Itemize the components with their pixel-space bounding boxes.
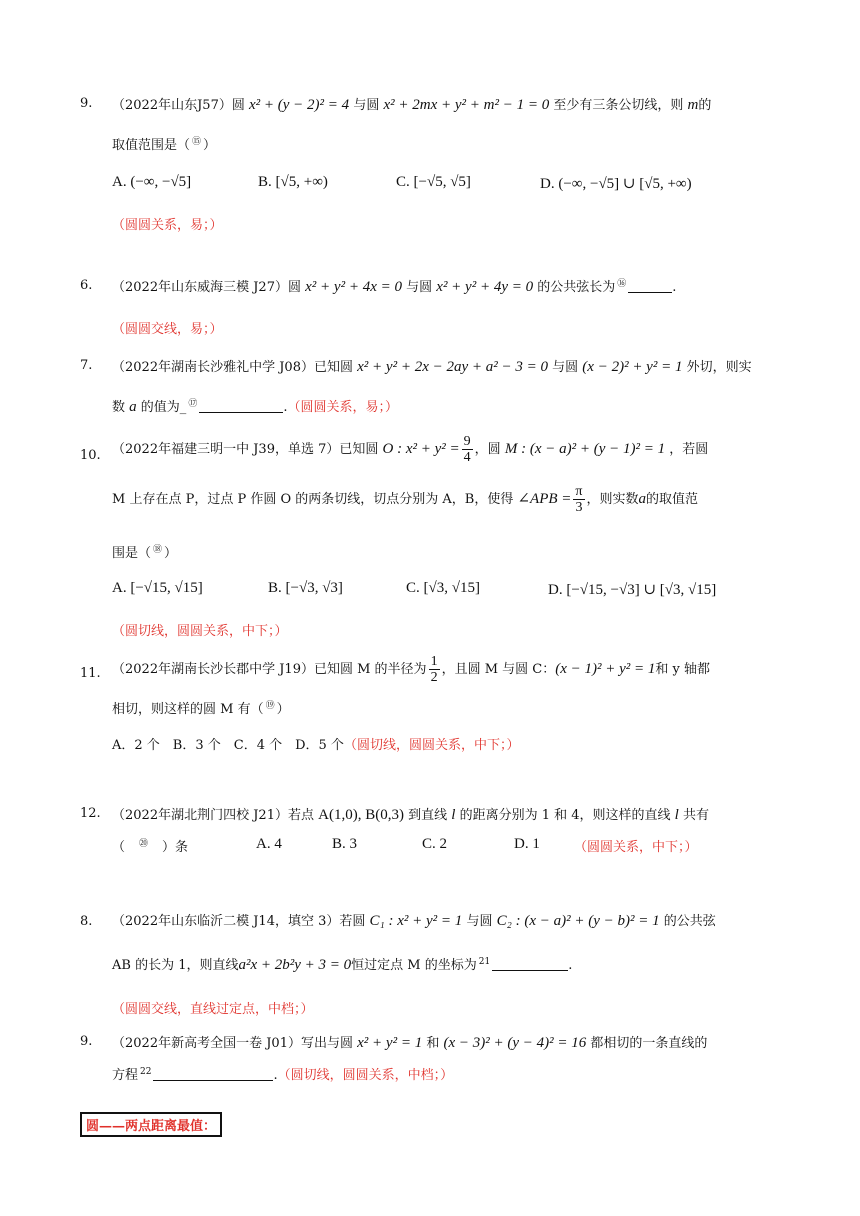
topic-tag: （圆切线，圆圆关系，中档；） <box>277 1068 454 1083</box>
option-c: C. [−√5, √5] <box>396 174 471 190</box>
option-a: A. [−√15, √15] <box>112 580 203 596</box>
question-number: 6. <box>80 278 93 293</box>
option-d: D. [−√15, −√3] ∪ [√3, √15] <box>548 582 717 598</box>
answer-marker: 21 <box>478 957 491 967</box>
question-number: 7. <box>80 358 93 373</box>
option-c: C. 2 <box>422 836 448 852</box>
answer-marker: ⑮ <box>192 137 202 147</box>
option-c: C. [√3, √15] <box>406 580 480 596</box>
question-number: 9. <box>80 1034 93 1049</box>
option-d: D. (−∞, −√5] ∪ [√5, +∞) <box>540 176 692 192</box>
answer-blank[interactable] <box>153 1068 273 1081</box>
topic-tag: （圆切线，圆圆关系，中下；） <box>112 624 288 639</box>
answer-blank[interactable] <box>492 958 568 971</box>
answer-blank[interactable] <box>199 400 283 413</box>
topic-tag: （圆圆关系，易；） <box>112 218 223 233</box>
fraction-1-2: $\frac{1}{2}$ <box>430 654 438 685</box>
fraction-pi-3: $\frac{\pi}{3}$ <box>575 484 583 515</box>
question-number: 12. <box>80 806 101 821</box>
answer-marker: ⑳ <box>139 839 149 849</box>
question-number: 10. <box>80 448 101 463</box>
option-a: A. 4 <box>256 836 282 852</box>
option-b: B. 3 <box>332 836 358 852</box>
option-a: A. (−∞, −√5] <box>112 174 192 190</box>
question-number: 9. <box>80 96 93 111</box>
answer-marker: 22 <box>140 1067 152 1077</box>
options-line: A．2 个 B．3 个 C．4 个 D．5 个 <box>112 738 344 753</box>
topic-tag: （圆圆关系，中下；） <box>574 840 698 855</box>
document-page: 9. （2022年山东J57）圆 x² + (y − 2)² = 4 与圆 x² + 2mx + y² + m² − 1 = 0 至少有三条公切线，则 m的 取值范围是（ ⑮ ） A. (−∞, −√5] B. [√5, +∞) C. [−√5, √5] D. (−∞, −√5] ∪ [√5, +∞) （圆圆关系，易；） 6. （2022年山东威海三模 J27）圆 x² + y² + 4x = 0 与圆 x² + y² + 4y = 0 的公共弦长为 ⑯ . （圆圆交线，易；） 7. （2022年湖南长沙雅礼中学 J08）已知圆 x² + y² + 2x − 2ay + a² − 3 = 0 与圆 (x − 2)² + y² = 1 外切，则实 数 a 的值为_ ⑰ .（圆圆关系，易；） 10. （2022年福建三明一中 J39，单选 7）已知圆 O : x² + y² = $\frac{9}{4}$ ，圆 M : (x − a)² + (y − 1)² = 1 ，若圆 M 上存在点 P，过点 P 作圆 O 的两条切线，切点分别为 A，B，使得 ∠APB = $\frac{\pi}{3}$ ，则实数a的取值范 围是（ ⑱ ） A. [−√15, √15] B. [−√3, √3] C. [√3, √15] D. [−√15, −√3] ∪ [√3, √15] （圆切线，圆圆关系，中下；） 11. （2022年湖南长沙长郡中学 J19）已知圆 M 的半径为 $\frac{1}{2}$ ，且圆 M 与圆 C：(x − 1)² + y² = 1和 y 轴都 相切，则这样的圆 M 有（ ⑲ ） A．2 个 B．3 个 C．4 个 D．5 个（圆切线，圆圆关系，中下；） 12. （2022年湖北荆门四校 J21）若点 A(1,0), B(0,3) 到直线 l 的距离分别为 1 和 4，则这样的直线 l 共有 （ ⑳ ）条 A. 4 B. 3 C. 2 D. 1 （圆圆关系，中下；） 8. （2022年山东临沂二模 J14，填空 3）若圆 C₁ : x² + y² = 1 与圆 C₂ : (x − a)² + (y − b)² = 1 的公共弦 AB 的长为 1，则直线a²x + 2b²y + 3 = 0恒过定点 M 的坐标为 $^{21}$ . （圆圆交线，直线过定点，中档；） 9. （2022年新高考全国一卷 J01）写出与圆 x² + y² = 1 和 (x − 3)² + (y − 4)² = 16 都相切的一条直线的 方程 $^{22}$ .（圆切线，圆圆关系，中档；） 圆——两点距离最值： <box>0 0 860 1216</box>
math-circle-2: x² + 2mx + y² + m² − 1 = 0 <box>383 97 550 113</box>
topic-tag: （圆圆关系，易；） <box>287 400 398 415</box>
question-number: 8. <box>80 914 93 929</box>
topic-tag: （圆圆交线，直线过定点，中档；） <box>112 1002 314 1017</box>
option-d: D. 1 <box>514 836 540 852</box>
fraction-9-4: $\frac{9}{4}$ <box>463 434 471 465</box>
option-b: B. [√5, +∞) <box>258 174 328 190</box>
math-circle-1: x² + (y − 2)² = 4 <box>249 97 350 113</box>
answer-marker: ⑰ <box>188 399 198 409</box>
option-b: B. [−√3, √3] <box>268 580 343 596</box>
answer-blank[interactable] <box>628 280 672 293</box>
topic-tag: （圆切线，圆圆关系，中下；） <box>343 738 520 753</box>
answer-marker: ⑱ <box>153 545 163 555</box>
question-number: 11. <box>80 666 101 681</box>
section-heading: 圆——两点距离最值： <box>80 1112 222 1137</box>
answer-marker: ⑯ <box>617 279 627 289</box>
answer-marker: ⑲ <box>265 701 275 711</box>
topic-tag: （圆圆交线，易；） <box>112 322 223 337</box>
